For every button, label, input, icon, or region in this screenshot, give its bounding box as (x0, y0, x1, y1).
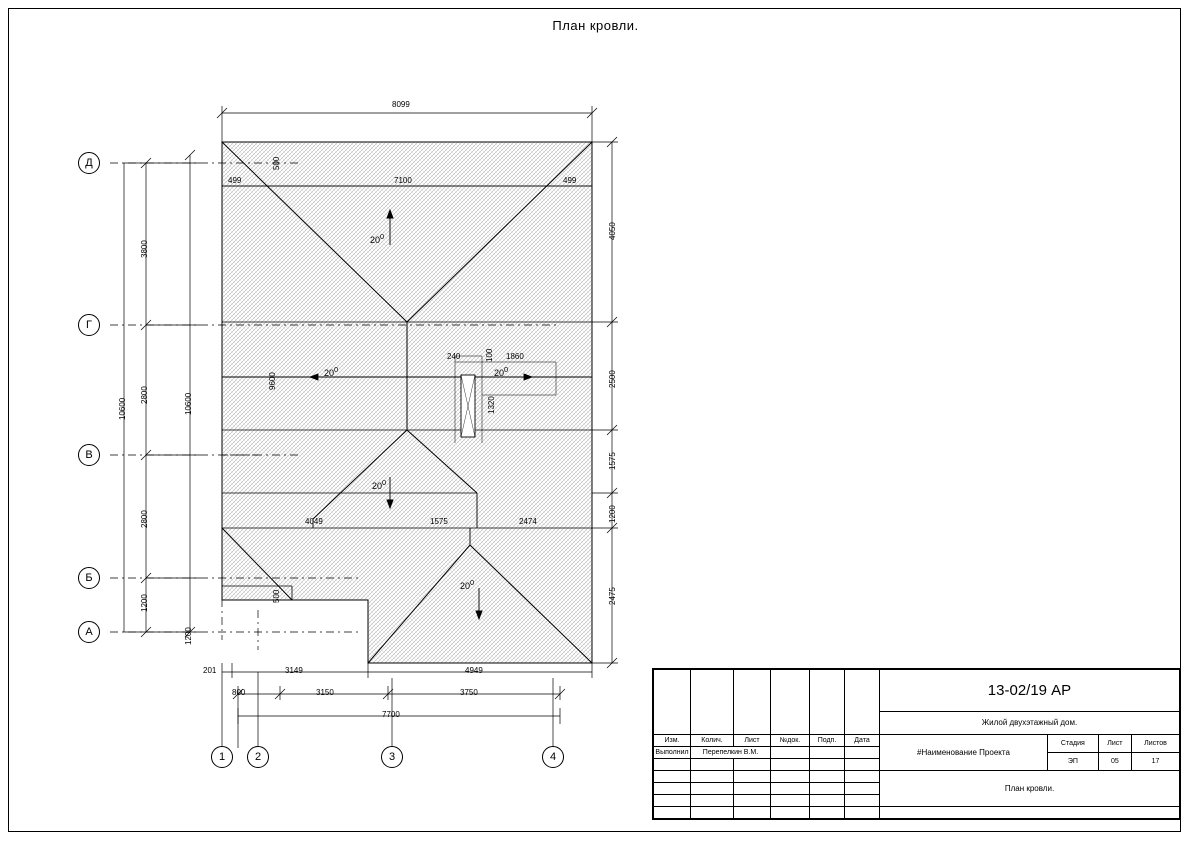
project-name: #Наименование Проекта (880, 735, 1047, 770)
tb-sheet-value: 05 (1098, 753, 1131, 771)
sheet-name: План кровли. (880, 771, 1180, 807)
dim-lower-run-a: 4049 (305, 517, 323, 526)
axis-bubble-b[interactable]: Б (78, 567, 100, 589)
dim-bottom-seg-2: 3149 (285, 666, 303, 675)
dim-ridge-left: 9600 (268, 372, 277, 390)
tb-stage-header: Стадия (1047, 735, 1098, 753)
dim-chimney-right: 1860 (506, 352, 524, 361)
dim-left-seg-5: 1200 (184, 627, 193, 645)
dim-left-inner-total: 10600 (184, 392, 193, 415)
dim-bottom-total: 7700 (382, 710, 400, 719)
tb-col-izm: Изм. (654, 735, 691, 747)
axis-bubble-a[interactable]: А (78, 621, 100, 643)
axis-bubble-g[interactable]: Г (78, 314, 100, 336)
dim-chimney-height: 1320 (487, 396, 496, 414)
dim-right-seg-4: 1200 (608, 505, 617, 523)
slope-label-1: $20^0$ (370, 232, 385, 245)
axis-bubble-d[interactable]: Д (78, 152, 100, 174)
tb-sheet-header: Лист (1098, 735, 1131, 753)
tb-col-doc: №док. (771, 735, 810, 747)
dim-top-overall: 8099 (392, 100, 410, 109)
page-title: План кровли. (552, 18, 639, 33)
drawing-number: 13-02/19 АР (880, 670, 1180, 712)
tb-role: Выполнил (654, 747, 691, 759)
slope-label-5: $20^0$ (460, 578, 475, 591)
dim-left-seg-1: 3800 (140, 240, 149, 258)
dim-right-seg-2: 2500 (608, 370, 617, 388)
axis-bubble-1[interactable]: 1 (211, 746, 233, 768)
dim-top-inner: 7100 (394, 176, 412, 185)
dim-bottom2-seg-2: 3150 (316, 688, 334, 697)
dim-eaves-left-top: 500 (272, 156, 281, 170)
tb-col-data: Дата (845, 735, 880, 747)
slope-label-2: $20^0$ (324, 365, 339, 378)
tb-col-podp: Подп. (810, 735, 845, 747)
dim-right-seg-3: 1575 (608, 452, 617, 470)
dim-top-left-small: 499 (228, 176, 242, 185)
dim-eaves-left-bottom: 500 (272, 589, 281, 603)
dim-left-total: 10600 (118, 397, 127, 420)
title-block (652, 668, 1181, 820)
object-name: Жилой двухэтажный дом. (880, 711, 1180, 734)
tb-sheets-value: 17 (1151, 758, 1160, 765)
dim-left-seg-2: 2800 (140, 386, 149, 404)
tb-sheets-header: Листов (1131, 735, 1179, 753)
dim-top-right-small: 499 (563, 176, 577, 185)
tb-person: Перепелкин В.М. (691, 747, 771, 759)
dim-bottom2-seg-3: 3750 (460, 688, 478, 697)
dim-left-seg-3: 2800 (140, 510, 149, 528)
slope-label-3: $20^0$ (494, 365, 509, 378)
dim-lower-run-b: 1575 (430, 517, 448, 526)
dim-chimney-width: 240 (447, 352, 461, 361)
axis-bubble-2[interactable]: 2 (247, 746, 269, 768)
axis-bubble-4[interactable]: 4 (542, 746, 564, 768)
axis-bubble-v[interactable]: В (78, 444, 100, 466)
tb-stage-value: ЭП (1047, 753, 1098, 771)
slope-label-4: $20^0$ (372, 478, 387, 491)
dim-right-seg-1: 4050 (608, 222, 617, 240)
tb-col-list: Лист (734, 735, 771, 747)
dim-bottom-seg-3: 4949 (465, 666, 483, 675)
dim-bottom2-seg-1: 800 (232, 688, 246, 697)
tb-col-kol: Колич. (691, 735, 734, 747)
dim-lower-run-c: 2474 (519, 517, 537, 526)
dim-chimney-gap: 100 (485, 348, 494, 362)
dim-right-seg-5: 2475 (608, 587, 617, 605)
dim-bottom-seg-1: 201 (203, 666, 217, 675)
axis-bubble-3[interactable]: 3 (381, 746, 403, 768)
dim-left-seg-4: 1200 (140, 594, 149, 612)
